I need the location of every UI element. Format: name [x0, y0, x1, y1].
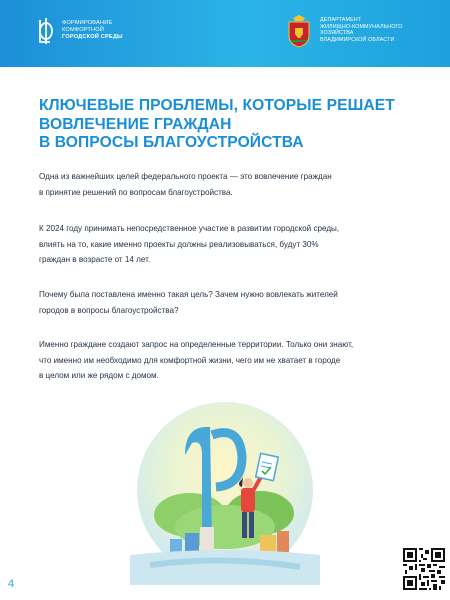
right-logo-line: ХОЗЯЙСТВА [320, 30, 354, 37]
paragraph-line: в принятие решений по вопросам благоустройства. [39, 187, 233, 197]
right-logo-line: ЖИЛИЩНО-КОММУНАЛЬНОГО [320, 23, 403, 30]
person-body [241, 488, 255, 512]
title-line: ВОВЛЕЧЕНИЕ ГРАЖДАН [39, 115, 232, 133]
paragraph-line: Именно граждане создают запрос на определенные территории. Только они знают, [39, 340, 354, 349]
qr-code [403, 548, 445, 590]
page-header [0, 0, 450, 67]
paragraph-line: в целом или же рядом с домом. [39, 371, 159, 381]
paragraph-line: влиять на то, какие именно проекты должны реализовываться, будут 30% [39, 239, 319, 249]
paragraph [39, 287, 424, 318]
paragraph [39, 221, 424, 268]
page-title [39, 97, 419, 153]
title-line: КЛЮЧЕВЫЕ ПРОБЛЕМЫ, КОТОРЫЕ РЕШАЕТ [39, 97, 395, 114]
paragraph-line: граждан в возрасте от 14 лет. [39, 255, 151, 265]
fkgs-logo-icon [36, 16, 56, 46]
title-line: В ВОПРОСЫ БЛАГОУСТРОЙСТВА [39, 134, 304, 151]
vladimir-coat-of-arms-icon [286, 14, 312, 48]
paragraph-line: К 2024 году принимать непосредственное участие в развитии городской среды, [39, 224, 340, 233]
paragraph-line: Одна из важнейших целей федерального проекта — это вовлечение граждан [39, 172, 332, 181]
left-logo-text [62, 20, 152, 41]
page-number: 4 [8, 578, 15, 590]
left-logo-line: ФОРМИРОВАНИЕ [62, 20, 113, 26]
left-logo-line: ГОРОДСКОЙ СРЕДЫ [62, 34, 123, 40]
left-logo-line: КОМФОРТНОЙ [62, 27, 105, 33]
paragraph [39, 337, 424, 384]
paragraph-line: что именно им необходимо для комфортной жизни, чего им не хватает в городе [39, 355, 341, 365]
person-leg [249, 512, 254, 538]
building [277, 531, 289, 555]
person-head [243, 478, 253, 488]
paragraph-line: городов в вопросы благоустройства? [39, 305, 179, 315]
city-illustration [130, 395, 320, 585]
paragraph [39, 169, 424, 200]
person-leg [242, 512, 247, 538]
paragraph-line: Почему была поставлена именно такая цель? Зачем нужно вовлекать жителей [39, 290, 338, 299]
right-logo-line: ВЛАДИМИРСКОЙ ОБЛАСТИ [320, 37, 395, 44]
right-logo-line: ДЕПАРТАМЕНТ [320, 17, 362, 23]
right-logo-text [320, 17, 432, 44]
